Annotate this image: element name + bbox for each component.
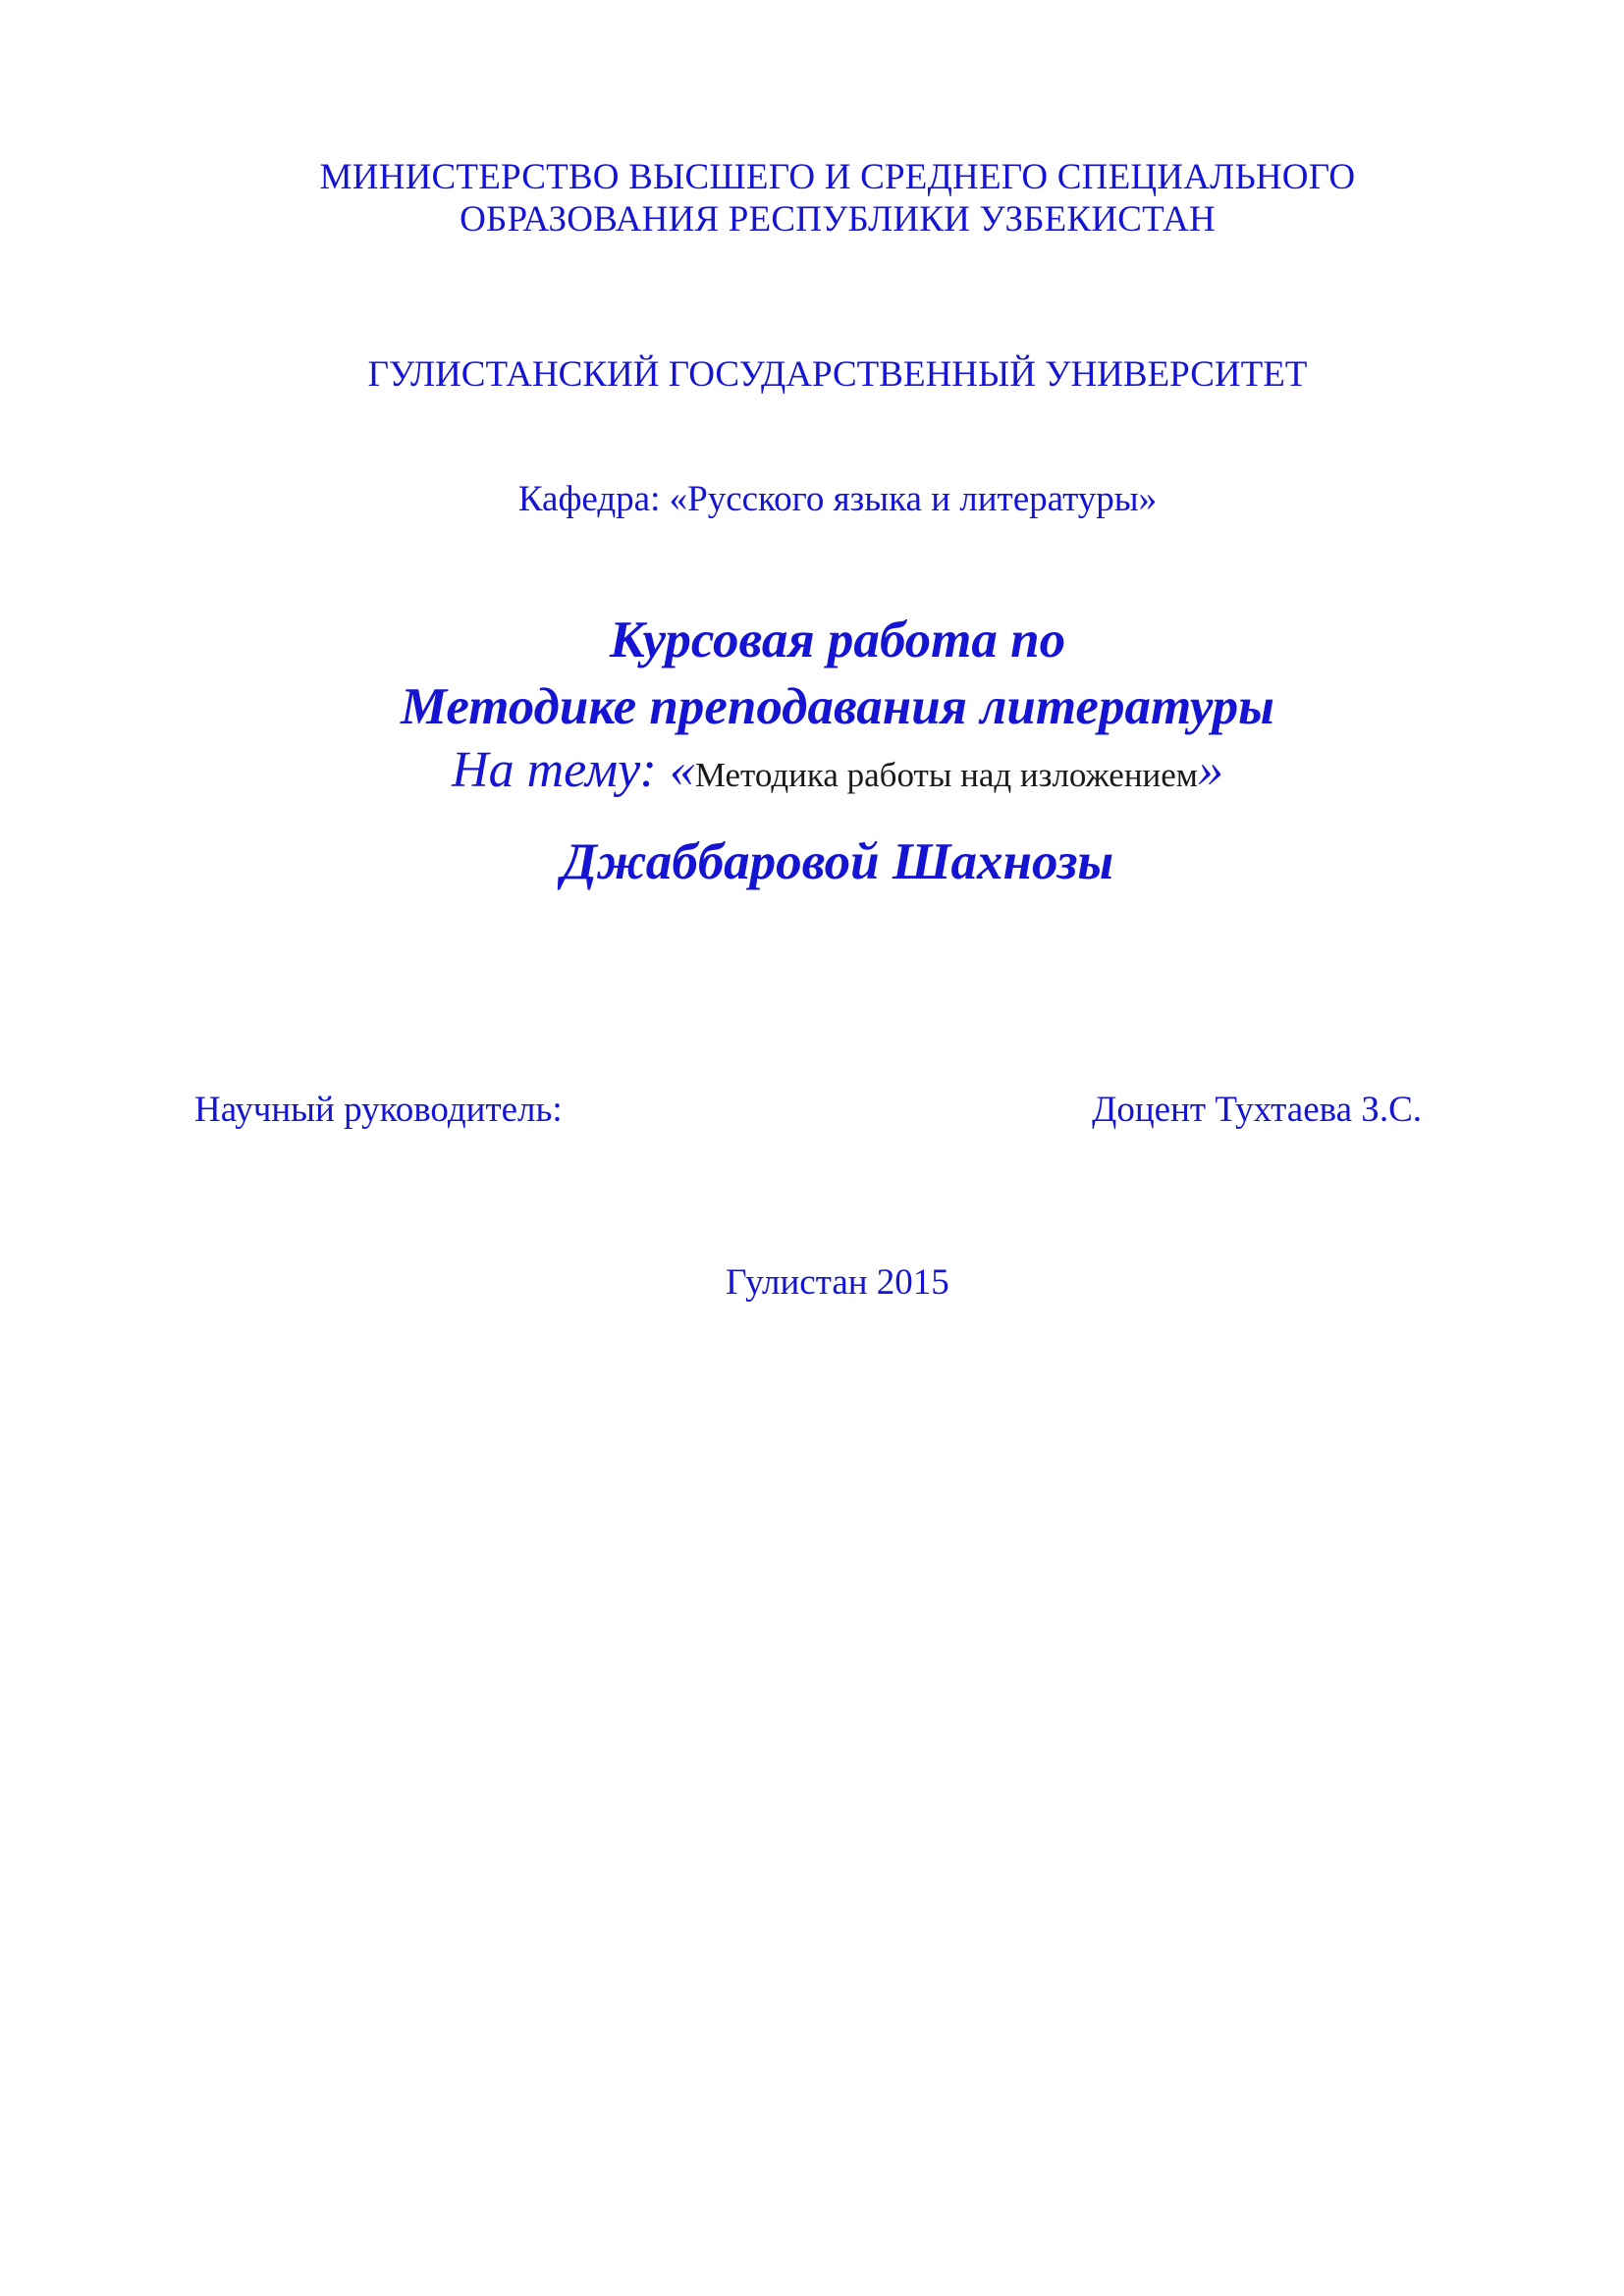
theme-prefix: На тему: — [452, 742, 670, 798]
student-name: Джаббаровой Шахнозы — [561, 833, 1114, 890]
ministry-line-2: ОБРАЗОВАНИЯ РЕСПУБЛИКИ УЗБЕКИСТАН — [460, 199, 1216, 240]
department-name: Кафедра: «Русского языка и литературы» — [517, 479, 1158, 519]
work-title-line-2: Методике преподавания литературы — [401, 678, 1274, 735]
supervisor-name: Доцент Тухтаева З.С. — [1092, 1090, 1422, 1130]
theme-topic: Методика работы над изложением — [694, 756, 1198, 794]
theme-quote-open: « — [669, 742, 695, 798]
theme-line — [26, 741, 1624, 800]
ministry-line-1: МИНИСТЕРСТВО ВЫСШЕГО И СРЕДНЕГО СПЕЦИАЛЬНОГО — [319, 157, 1356, 197]
theme-quote-close: » — [1197, 742, 1223, 798]
city-year: Гулистан 2015 — [726, 1262, 949, 1303]
supervisor-label: Научный руководитель: — [194, 1090, 563, 1130]
work-title-line-1: Курсовая работа по — [609, 612, 1066, 668]
university-name: ГУЛИСТАНСКИЙ ГОСУДАРСТВЕННЫЙ УНИВЕРСИТЕТ — [367, 354, 1308, 395]
